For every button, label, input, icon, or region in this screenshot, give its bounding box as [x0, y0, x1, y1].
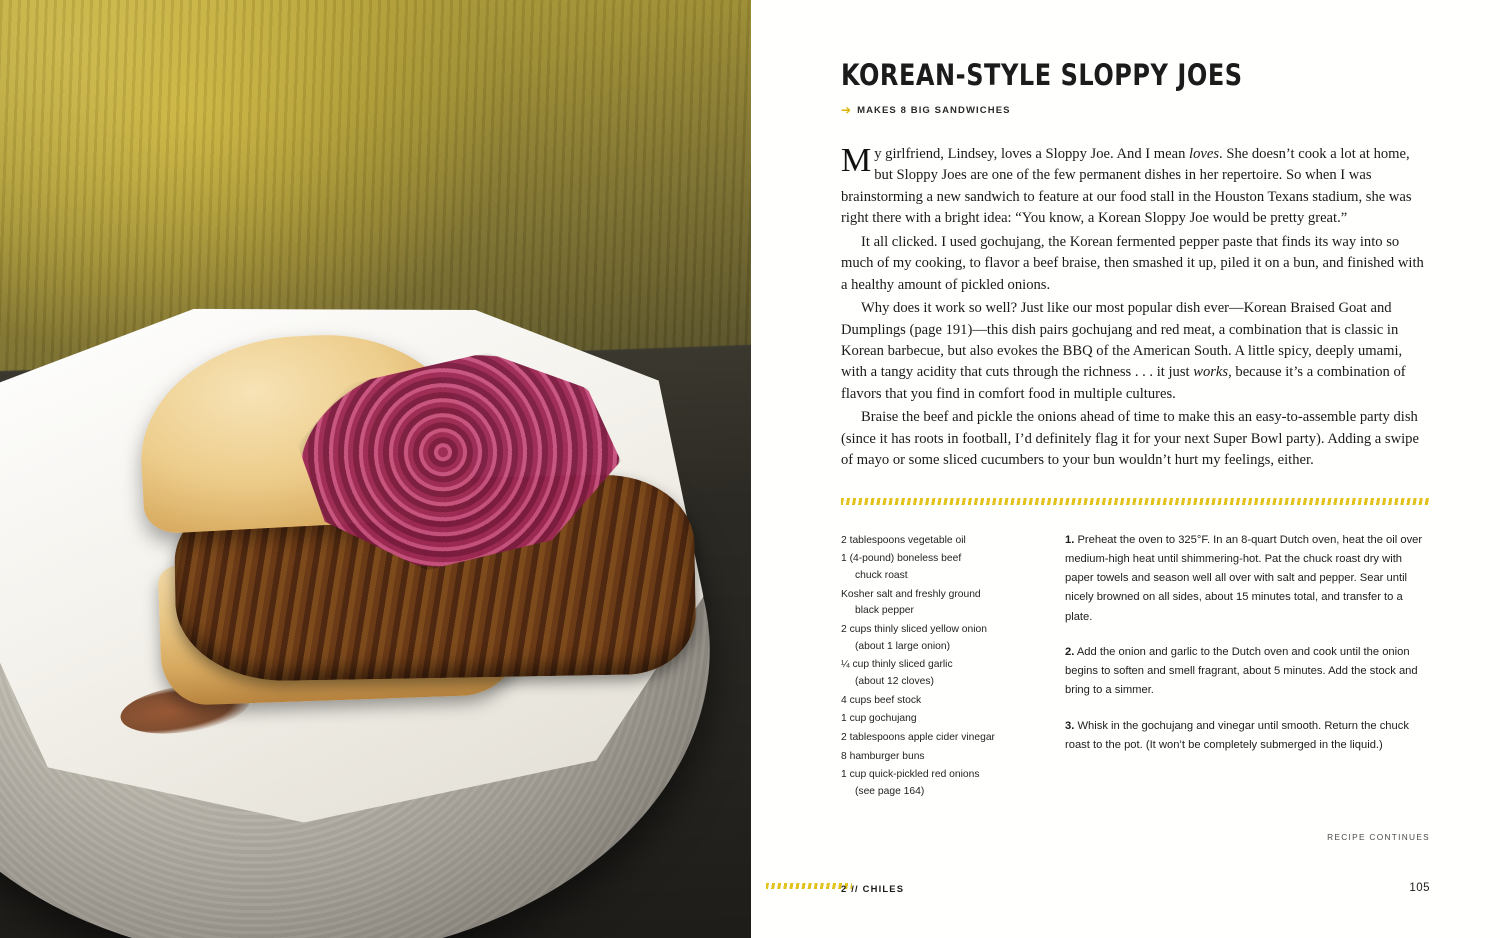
ingredient-text: 1 cup gochujang — [841, 713, 917, 725]
instruction-steps — [1065, 531, 1430, 803]
step-number: 1. — [1065, 533, 1075, 546]
list-item — [841, 749, 1031, 766]
ingredient-text: 2 tablespoons vegetable oil — [841, 534, 966, 546]
step-item — [1065, 531, 1430, 627]
headnote-text-3b: , because it’s a combination of flavors that you find in comfort food in multiple cultures. — [841, 364, 1406, 402]
ingredient-text: 8 hamburger buns — [841, 750, 925, 762]
decorative-divider — [841, 498, 1430, 505]
footer-divider — [766, 883, 852, 889]
page-number: 105 — [1409, 882, 1430, 894]
ingredient-text: 2 cups thinly sliced yellow onion — [841, 623, 987, 635]
recipe-content — [841, 0, 1430, 938]
yield-row — [841, 104, 1430, 116]
ingredient-text-cont: chuck roast — [855, 569, 908, 581]
list-item — [841, 622, 1031, 655]
ingredients-list — [841, 531, 1031, 803]
recipe-text-page — [751, 0, 1500, 938]
recipe-body-columns — [841, 531, 1430, 803]
step-number: 3. — [1065, 719, 1075, 732]
headnote-italic-3: works — [1193, 364, 1229, 381]
ingredient-text: ¼ cup thinly sliced garlic — [841, 659, 953, 671]
yield-label: MAKES 8 BIG SANDWICHES — [857, 104, 1011, 116]
page-footer — [841, 882, 1430, 894]
list-item — [841, 551, 1031, 584]
headnote — [841, 144, 1430, 472]
headnote-paragraph-3 — [841, 298, 1430, 405]
ingredient-text: 4 cups beef stock — [841, 694, 922, 706]
arrow-right-icon: ➔ — [841, 103, 852, 117]
ingredient-text-cont: black pepper — [855, 605, 914, 617]
ingredient-text: 1 (4-pound) boneless beef — [841, 553, 962, 565]
list-item — [841, 693, 1031, 710]
headnote-paragraph-2: It all clicked. I used gochujang, the Korean fermented pepper paste that finds its way into so much of my cooking, to flavor a beef braise, then smashed it up, piled it on a bun, and finished with a healthy amount of pickled onions. — [841, 233, 1424, 293]
step-item — [1065, 717, 1430, 756]
drop-cap: M — [841, 142, 872, 179]
step-text: Preheat the oven to 325°F. In an 8-quart Dutch oven, heat the oil over medium-high heat until shimmering-hot. Pat the chuck roast dry with paper towels and season well all over with salt and pepper. Sear until nicely browned on all sides, about 15 minutes total, and transfer to a plate. — [1065, 533, 1423, 623]
headnote-text-1b: . She doesn’t cook a lot at home, but Sloppy Joes are one of the few permanent dishes in her repertoire. So when I was brainstorming a new sandwich to feature at our food stall in the Houston Texans stadium, she was right there with a bright idea: “You know, a Korean Sloppy Joe would be pretty great.” — [841, 146, 1412, 227]
list-item — [841, 711, 1031, 728]
ingredient-text: 1 cup quick-pickled red onions — [841, 769, 980, 781]
headnote-paragraph-1 — [841, 144, 1430, 230]
step-item — [1065, 643, 1430, 701]
step-text: Add the onion and garlic to the Dutch oven and cook until the onion begins to soften and smell fragrant, about 5 minutes. Add the stock and bring to a simmer. — [1065, 645, 1418, 697]
ingredient-text-cont: (see page 164) — [855, 785, 925, 797]
list-item — [841, 657, 1031, 690]
list-item — [841, 587, 1031, 620]
headnote-italic-1: loves — [1189, 146, 1220, 162]
headnote-text-3a: Why does it work so well? Just like our most popular dish ever—Korean Braised Goat and Dumplings (page 191)—this dish pairs gochujang and red meat, a combination that is classic in Korean barbecue, but also evokes the BBQ of the American South. A little spicy, deeply umami, with a tangy acidity that cuts through the richness . . . it just — [841, 300, 1403, 381]
headnote-paragraph-4: Braise the beef and pickle the onions ahead of time to make this an easy-to-assemble party dish (since it has roots in football, I’d definitely flag it for your next Super Bowl party). Adding a swipe of mayo or some sliced cucumbers to your bun wouldn’t hurt my feelings, either. — [841, 409, 1419, 469]
chapter-label: 2 // CHILES — [841, 882, 905, 894]
ingredient-text-cont: (about 12 cloves) — [855, 675, 934, 687]
step-text: Whisk in the gochujang and vinegar until smooth. Return the chuck roast to the pot. (It won’t be completely submerged in the liquid.) — [1065, 719, 1409, 751]
list-item — [841, 730, 1031, 747]
ingredient-text: 2 tablespoons apple cider vinegar — [841, 731, 995, 743]
list-item — [841, 533, 1031, 550]
ingredient-text: Kosher salt and freshly ground — [841, 588, 981, 600]
headnote-text-1a: y girlfriend, Lindsey, loves a Sloppy Joe. And I mean — [874, 146, 1190, 162]
step-number: 2. — [1065, 645, 1075, 658]
list-item — [841, 767, 1031, 800]
recipe-continues-note: RECIPE CONTINUES — [1327, 832, 1430, 842]
page-title: KOREAN-STYLE SLOPPY JOES — [841, 58, 1243, 92]
ingredient-text-cont: (about 1 large onion) — [855, 640, 951, 652]
